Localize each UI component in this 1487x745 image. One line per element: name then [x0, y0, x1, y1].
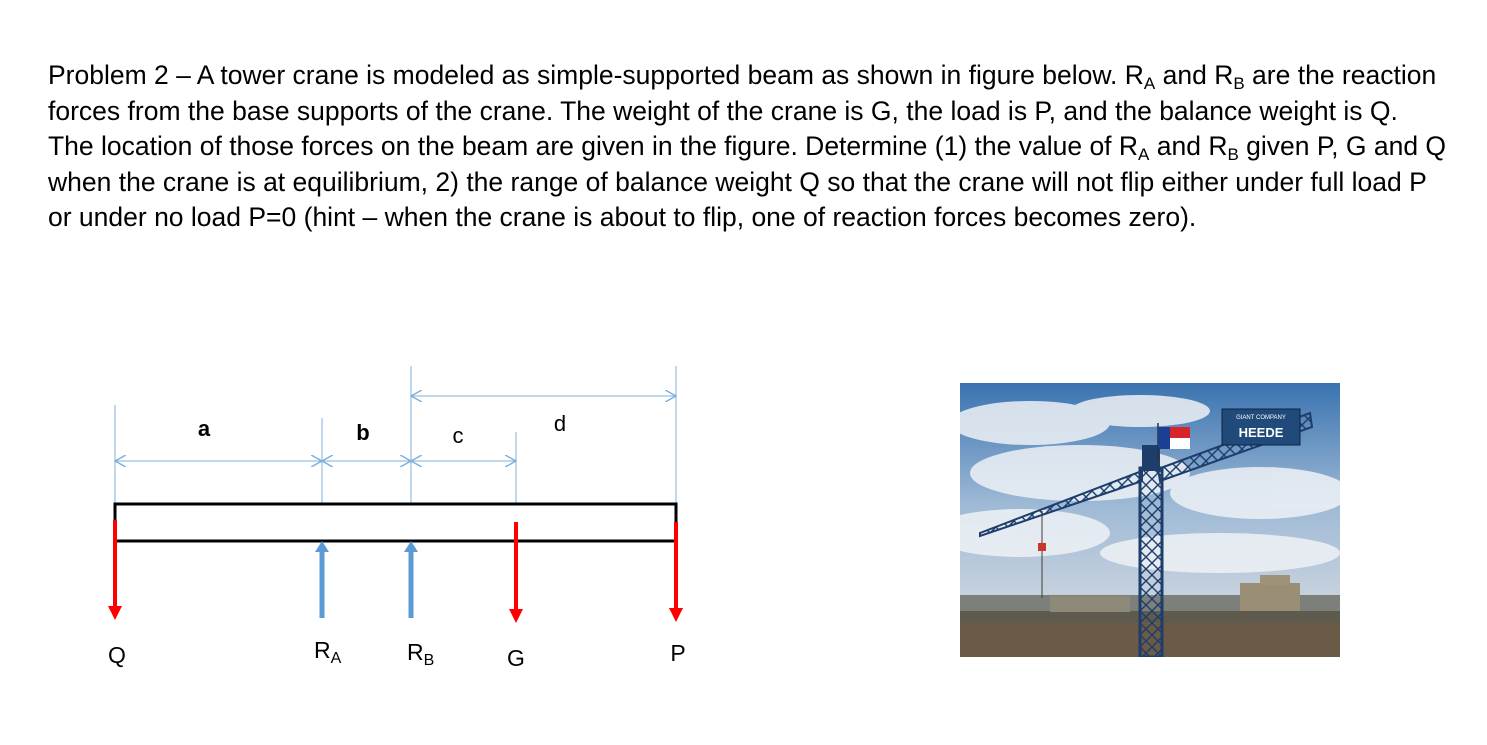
tower-crane-photo — [960, 383, 1340, 657]
dimension-label-b: b — [356, 420, 370, 445]
force-label-q: Q — [108, 642, 126, 668]
force-label-rb: $R_B$ — [407, 639, 435, 669]
crane-sign-text: HEEDE — [1238, 425, 1284, 440]
dimension-label-a: a — [197, 416, 211, 441]
load-arrow-g — [509, 522, 523, 623]
force-label-g: G — [507, 645, 525, 671]
hook-icon — [1038, 543, 1046, 551]
force-label-p: P — [670, 640, 686, 666]
dimension-label-c: c — [452, 423, 464, 448]
load-arrow-p — [669, 522, 683, 622]
crane-tower — [1140, 468, 1162, 657]
reaction-arrow-rb — [404, 541, 418, 618]
load-arrow-q — [108, 520, 122, 620]
problem-statement: Problem 2 – A tower crane is modeled as simple-supported beam as shown in figure below. $R_A$ and $R_B$ are the reaction forces from the base supports of the crane. The weight of the crane is G, the load is P, and the balance weight is Q. The location of those forces on the beam are given in the figure. Determine (1) the value of $R_A$ and $R_B$ given P, G and Q when the crane is at equilibrium, 2) the range of balance weight Q so that the crane will not flip either under full load P or under no load P=0 (hint – when the crane is about to flip, one of reaction forces becomes zero). — [48, 60, 1447, 232]
dimension-label-d: d — [553, 411, 567, 436]
force-label-ra: $R_A$ — [314, 637, 342, 667]
reaction-arrow-ra — [315, 541, 329, 618]
beam — [115, 504, 676, 541]
crane-sign-top: GIANT COMPANY — [1236, 415, 1286, 421]
